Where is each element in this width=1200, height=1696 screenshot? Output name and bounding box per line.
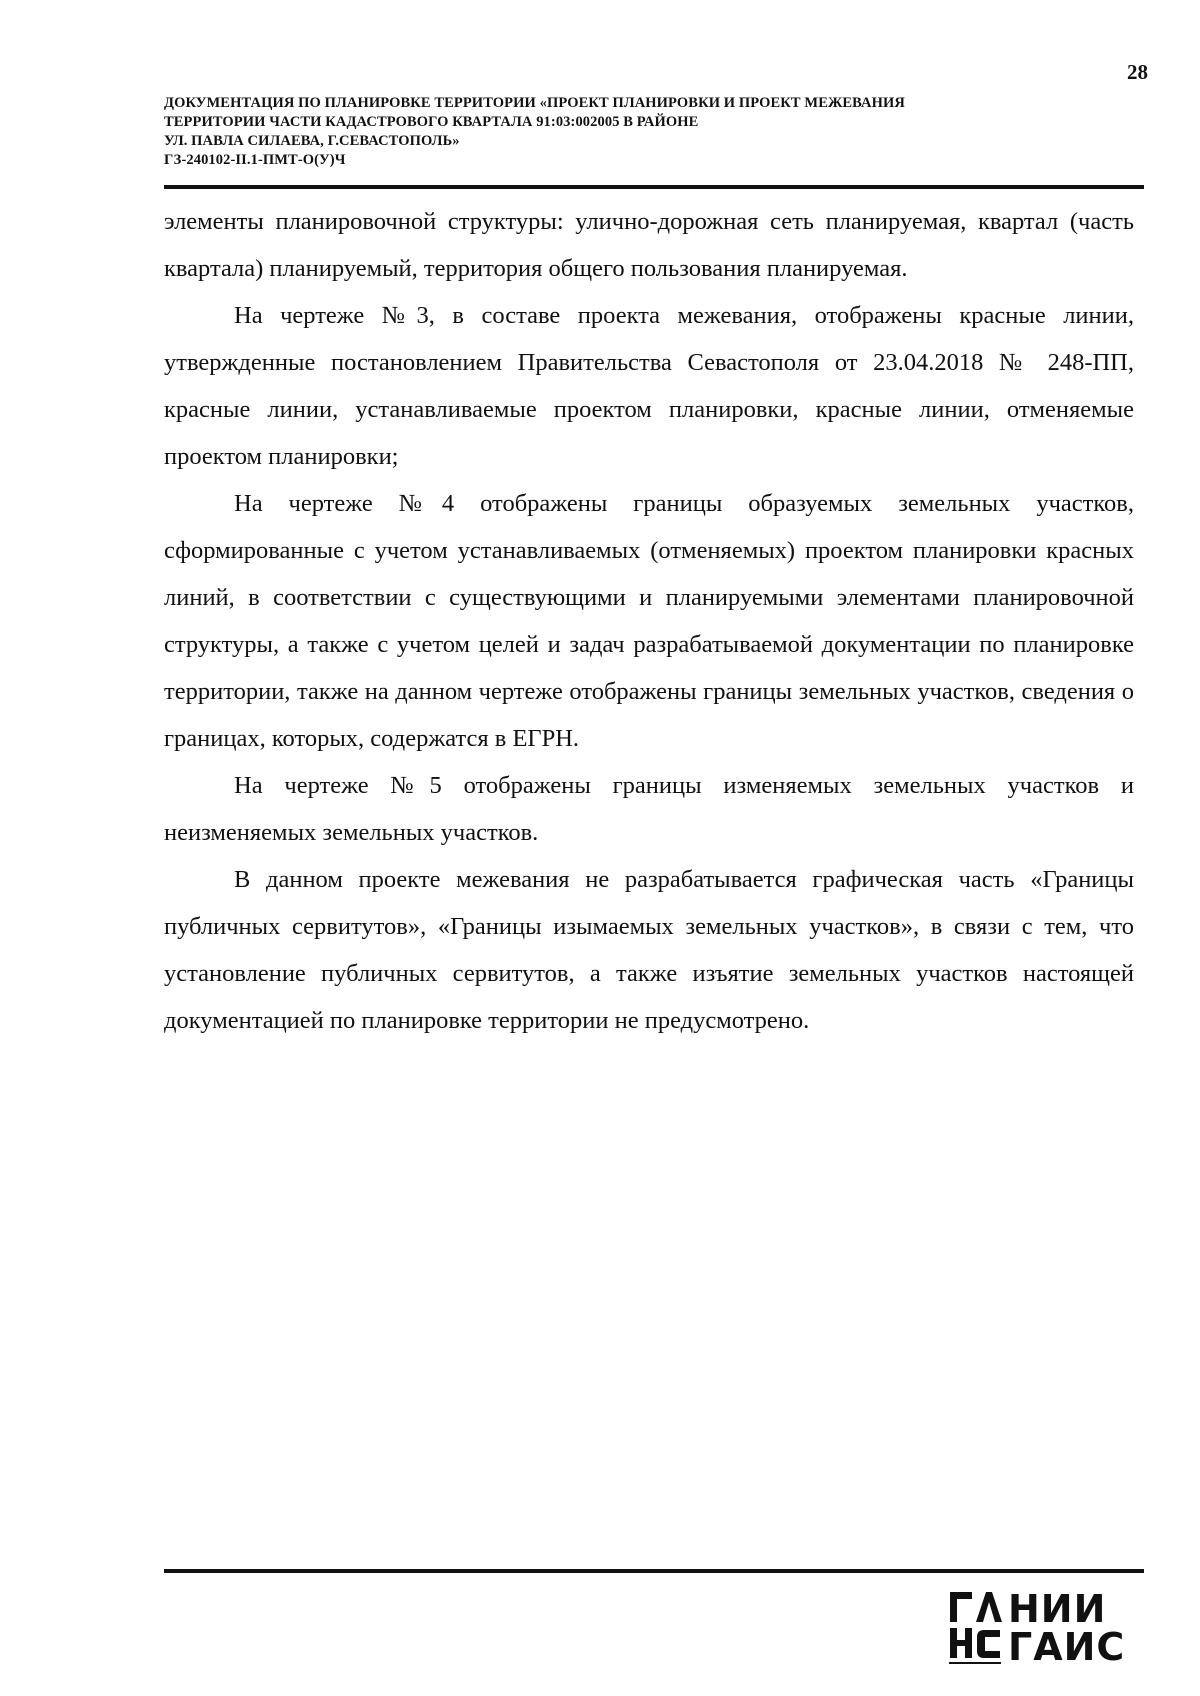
- logo-text-nii: НИИ: [1008, 1587, 1107, 1631]
- nii-gais-logo: [946, 1588, 1146, 1668]
- ga-ns-monogram-icon: [946, 1588, 1004, 1668]
- footer-divider: [164, 1569, 1144, 1573]
- document-header: [164, 94, 1124, 170]
- paragraph-3: На чертеже №4 отображены границы образуемых земельных участков, сформированные с учетом устанавливаемых (отменяемых) проектом планировки красных линий, в соответствии с существующими и планируемыми элементами планировочной структуры, а также с учетом целей и задач разрабатываемой документации по планировке территории, также на данном чертеже отображены границы земельных участков, сведения о границах, которых, содержатся в ЕГРН.: [164, 490, 1134, 752]
- header-document-code: ГЗ-240102-II.1-ПМТ-О(У)Ч: [164, 152, 346, 168]
- paragraph-4: На чертеже №5 отображены границы изменяемых земельных участков и неизменяемых земельных участков.: [164, 772, 1134, 846]
- header-line-1: ДОКУМЕНТАЦИЯ ПО ПЛАНИРОВКЕ ТЕРРИТОРИИ «ПРОЕКТ ПЛАНИРОВКИ И ПРОЕКТ МЕЖЕВАНИЯ: [164, 95, 905, 111]
- logo-text-gais: ГАИС: [1008, 1625, 1126, 1669]
- page-number: 28: [1127, 60, 1148, 84]
- header-divider: [164, 185, 1144, 189]
- paragraph-1: элементы планировочной структуры: улично-дорожная сеть планируемая, квартал (часть квартала) планируемый, территория общего пользования планируемая.: [164, 208, 1134, 282]
- header-line-2: ТЕРРИТОРИИ ЧАСТИ КАДАСТРОВОГО КВАРТАЛА 91:03:002005 В РАЙОНЕ: [164, 114, 699, 130]
- document-body: [164, 198, 1134, 1044]
- paragraph-2: На чертеже №3, в составе проекта межевания, отображены красные линии, утвержденные постановлением Правительства Севастополя от 23.04.2018 № 248-ПП, красные линии, устанавливаемые проектом планировки, красные линии, отменяемые проектом планировки;: [164, 302, 1134, 470]
- paragraph-5: В данном проекте межевания не разрабатывается графическая часть «Границы публичных сервитутов», «Границы изымаемых земельных участков», в связи с тем, что установление публичных сервитутов, а также изъятие земельных участков настоящей документацией по планировке территории не предусмотрено.: [164, 866, 1134, 1034]
- header-line-3: УЛ. ПАВЛА СИЛАЕВА, Г.СЕВАСТОПОЛЬ»: [164, 133, 460, 149]
